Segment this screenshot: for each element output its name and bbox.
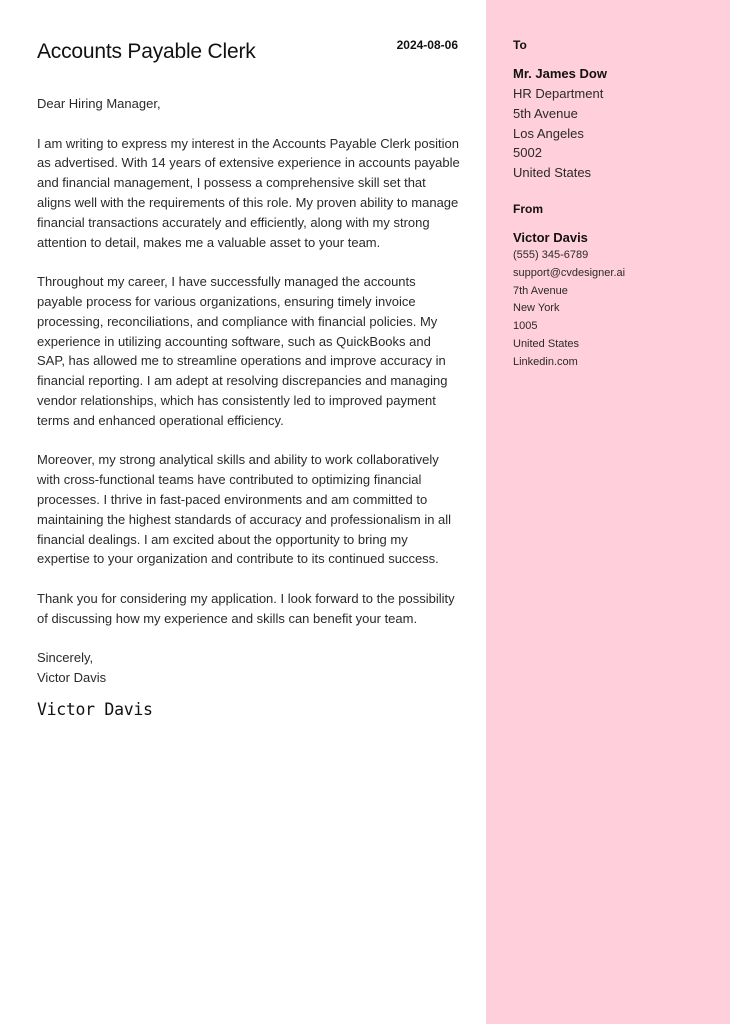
recipient-city: Los Angeles bbox=[513, 125, 584, 141]
sender-street: 7th Avenue bbox=[513, 284, 568, 297]
signature: Victor Davis bbox=[37, 700, 153, 719]
letter-body bbox=[37, 94, 461, 688]
sender-phone: (555) 345-6789 bbox=[513, 249, 589, 261]
sender-linkedin[interactable]: Linkedin.com bbox=[513, 355, 578, 368]
to-heading: To bbox=[513, 38, 527, 52]
closing: Sincerely, bbox=[37, 650, 94, 666]
sender-name: Victor Davis bbox=[513, 230, 588, 245]
letter-paragraph-2: Throughout my career, I have successfully managed the accounts payable process for various organizations, ensuring timely invoice processing, reconciliations, and compliance with financial policies. My experience in utilizing accounting software, such as QuickBooks and SAP, has allowed me to streamline operations and improve accuracy in financial reporting. I am adept at resolving discrepancies and managing vendor relationships, which has consistently led to improved payment terms and enhanced operational efficiency. bbox=[37, 274, 448, 428]
letter-paragraph-3: Moreover, my strong analytical skills and ability to work collaboratively with cross-functional teams have contributed to optimizing financial processes. I thrive in fast-paced environments and am committed to maintaining the highest standards of accuracy and professionalism in all financial dealings. I am excited about the opportunity to bring my expertise to your organization and contribute to its continued success. bbox=[37, 452, 452, 567]
recipient-country: United States bbox=[513, 165, 592, 181]
sender-country: United States bbox=[513, 337, 580, 350]
recipient-department: HR Department bbox=[513, 86, 604, 101]
letter-paragraph-4: Thank you for considering my application. I look forward to the possibility of discussing how my experience and skills can benefit your team. bbox=[37, 590, 455, 626]
recipient-street: 5th Avenue bbox=[513, 105, 578, 121]
salutation: Dear Hiring Manager, bbox=[37, 96, 161, 111]
sender-block bbox=[513, 228, 625, 372]
recipient-block bbox=[513, 63, 607, 183]
letter-paragraph-1: I am writing to express my interest in the Accounts Payable Clerk position as advertised. With 14 years of extensive experience in accounts payable and financial management, I possess a comprehensive skill set that aligns well with the requirements of this role. My proven ability to manage financial transactions accurately and efficiently, along with my strong attention to detail, makes me a valuable asset to your team. bbox=[37, 135, 460, 250]
page-title: Accounts Payable Clerk bbox=[37, 40, 256, 63]
recipient-name: Mr. James Dow bbox=[513, 66, 607, 81]
sender-zip: 1005 bbox=[513, 320, 538, 333]
from-heading: From bbox=[513, 202, 543, 216]
letter-date: 2024-08-06 bbox=[396, 38, 458, 52]
recipient-zip: 5002 bbox=[513, 145, 542, 161]
closing-name: Victor Davis bbox=[37, 670, 107, 686]
sender-city: New York bbox=[513, 302, 560, 315]
sender-email[interactable]: support@cvdesigner.ai bbox=[513, 266, 626, 279]
